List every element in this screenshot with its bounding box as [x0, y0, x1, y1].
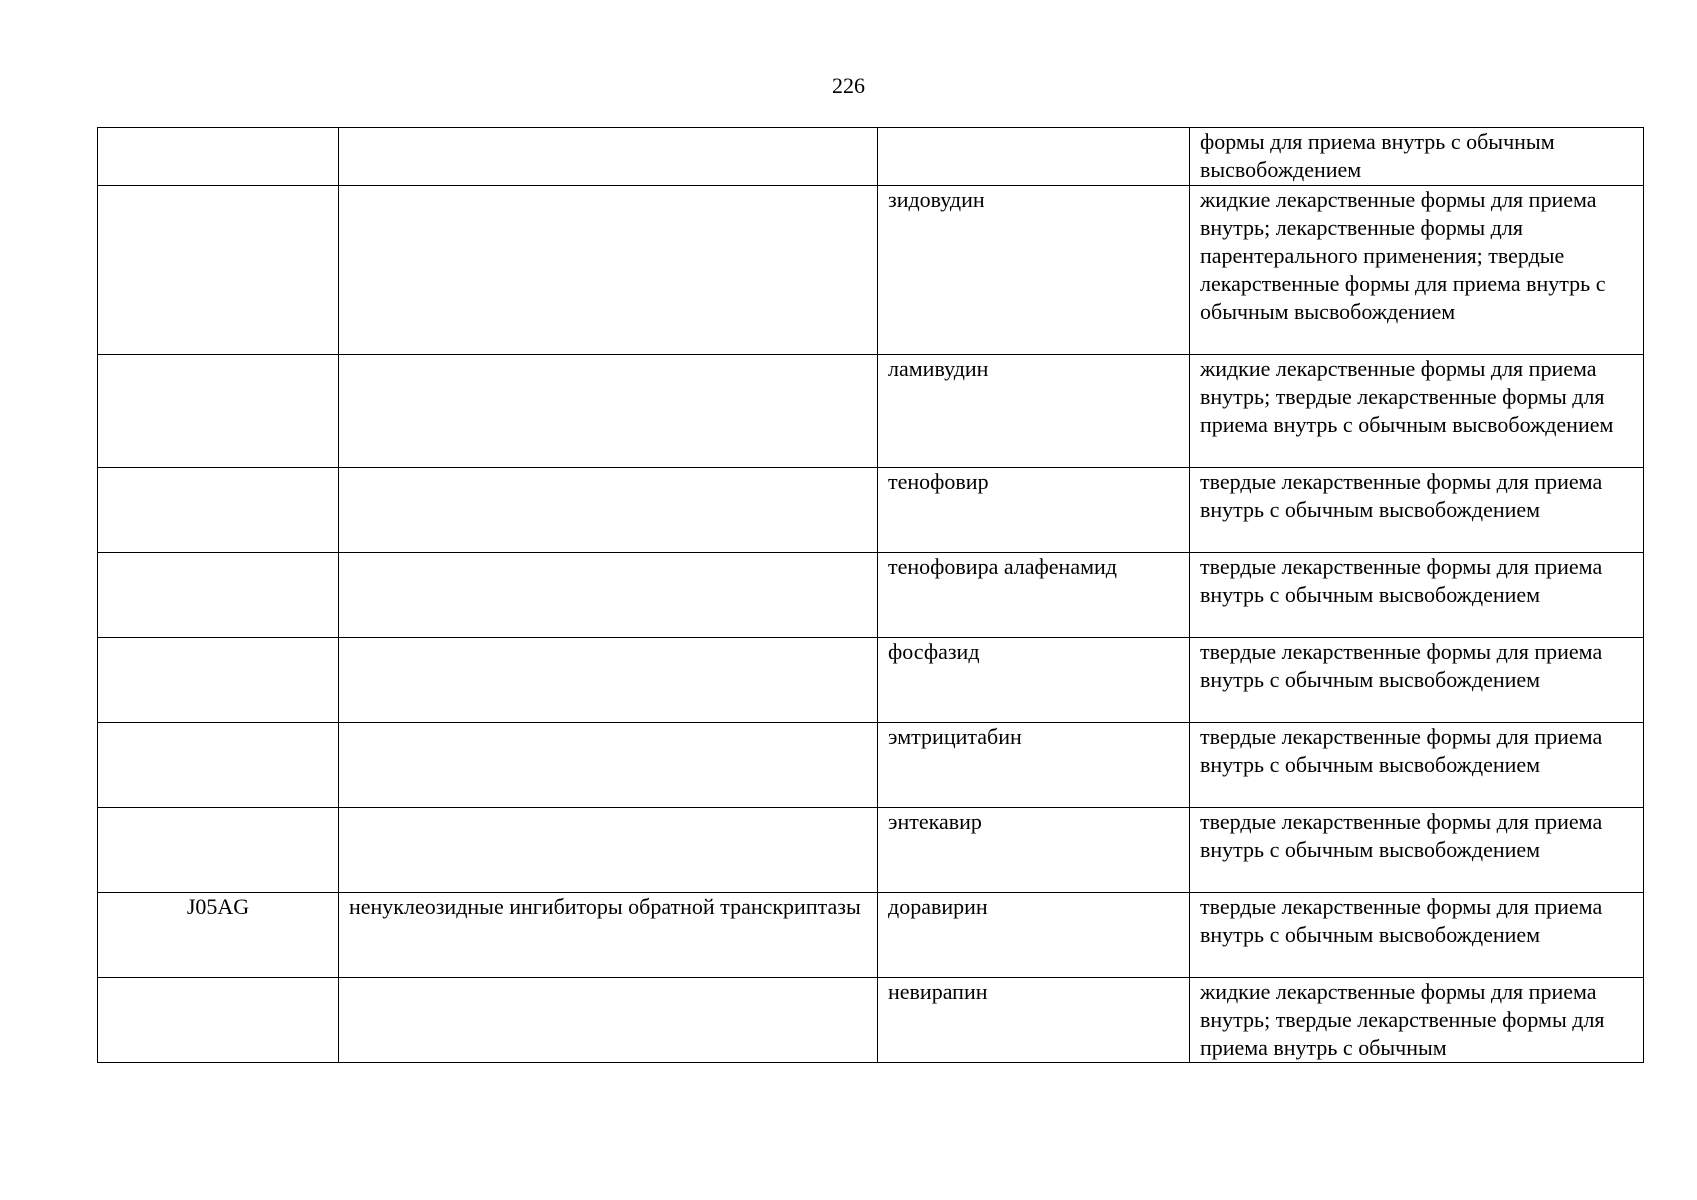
drug-table	[97, 127, 1644, 1063]
table-row	[98, 893, 1644, 978]
group-name-cell	[339, 468, 878, 553]
table-row	[98, 468, 1644, 553]
table-row	[98, 186, 1644, 355]
dosage-form-cell: твердые лекарственные формы для приема внутрь с обычным высвобождением	[1190, 893, 1644, 978]
page-number: 226	[832, 73, 865, 98]
group-name-cell: ненуклеозидные ингибиторы обратной транскриптазы	[339, 893, 878, 978]
group-name-cell	[339, 355, 878, 468]
group-name-cell	[339, 128, 878, 186]
dosage-form-cell: жидкие лекарственные формы для приема внутрь; твердые лекарственные формы для приема внутрь с обычным высвобождением	[1190, 355, 1644, 468]
table-row	[98, 638, 1644, 723]
drug-name-cell: зидовудин	[878, 186, 1190, 355]
dosage-form-cell: жидкие лекарственные формы для приема внутрь; лекарственные формы для парентерального применения; твердые лекарственные формы для приема внутрь с обычным высвобождением	[1190, 186, 1644, 355]
dosage-form-cell: твердые лекарственные формы для приема внутрь с обычным высвобождением	[1190, 808, 1644, 893]
dosage-form-cell: формы для приема внутрь с обычным высвобождением	[1190, 128, 1644, 186]
atc-code-cell: J05AG	[98, 893, 339, 978]
dosage-form-cell: твердые лекарственные формы для приема внутрь с обычным высвобождением	[1190, 553, 1644, 638]
dosage-form-cell: жидкие лекарственные формы для приема внутрь; твердые лекарственные формы для приема внутрь с обычным	[1190, 978, 1644, 1063]
drug-name-cell: энтекавир	[878, 808, 1190, 893]
table-row	[98, 723, 1644, 808]
atc-code-cell	[98, 128, 339, 186]
group-name-cell	[339, 186, 878, 355]
group-name-cell	[339, 978, 878, 1063]
drug-name-cell	[878, 128, 1190, 186]
atc-code-cell	[98, 638, 339, 723]
drug-name-cell: эмтрицитабин	[878, 723, 1190, 808]
drug-name-cell: фосфазид	[878, 638, 1190, 723]
dosage-form-cell: твердые лекарственные формы для приема внутрь с обычным высвобождением	[1190, 723, 1644, 808]
drug-name-cell: тенофовир	[878, 468, 1190, 553]
table-row	[98, 553, 1644, 638]
atc-code-cell	[98, 723, 339, 808]
group-name-cell	[339, 553, 878, 638]
group-name-cell	[339, 808, 878, 893]
table-row	[98, 978, 1644, 1063]
drug-name-cell: тенофовира алафенамид	[878, 553, 1190, 638]
atc-code-cell	[98, 355, 339, 468]
atc-code-cell	[98, 468, 339, 553]
atc-code-cell	[98, 978, 339, 1063]
table-body	[98, 128, 1644, 1063]
atc-code-cell	[98, 186, 339, 355]
table-row	[98, 808, 1644, 893]
table-row	[98, 355, 1644, 468]
group-name-cell	[339, 638, 878, 723]
atc-code-cell	[98, 808, 339, 893]
table-row	[98, 128, 1644, 186]
drug-name-cell: доравирин	[878, 893, 1190, 978]
atc-code-cell	[98, 553, 339, 638]
drug-name-cell: невирапин	[878, 978, 1190, 1063]
drug-name-cell: ламивудин	[878, 355, 1190, 468]
dosage-form-cell: твердые лекарственные формы для приема внутрь с обычным высвобождением	[1190, 468, 1644, 553]
group-name-cell	[339, 723, 878, 808]
dosage-form-cell: твердые лекарственные формы для приема внутрь с обычным высвобождением	[1190, 638, 1644, 723]
